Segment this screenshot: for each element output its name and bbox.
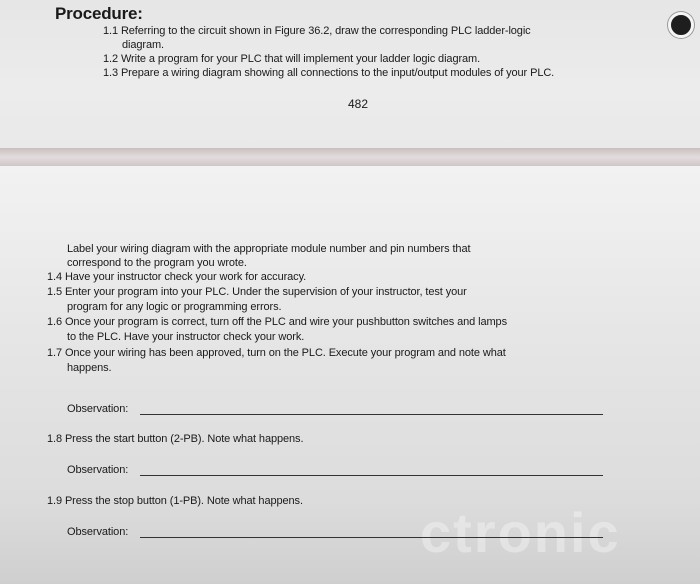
step-1-5: 1.5 Enter your program into your PLC. Under the supervision of your instructor, test your [47,286,467,298]
procedure-heading: Procedure: [55,4,143,23]
step-1-3: 1.3 Prepare a wiring diagram showing all connections to the input/output modules of your PLC. [103,67,555,79]
step-1-1-cont: diagram. [122,39,164,51]
binder-hole-icon [668,12,694,38]
wiring-label-line-2: correspond to the program you wrote. [67,257,247,269]
step-1-7-cont: happens. [67,362,112,374]
step-1-4: 1.4 Have your instructor check your work for accuracy. [47,271,307,283]
observation-field-1[interactable] [140,414,603,415]
observation-label-3: Observation: [67,526,129,538]
step-1-6-cont: to the PLC. Have your instructor check your work. [67,331,305,343]
step-1-8: 1.8 Press the start button (2-PB). Note what happens. [47,433,304,445]
step-1-1: 1.1 Referring to the circuit shown in Figure 36.2, draw the corresponding PLC ladder-logic [103,25,531,37]
page-gap [0,148,700,166]
page-number: 482 [348,97,369,111]
wiring-label-line-1: Label your wiring diagram with the appropriate module number and pin numbers that [67,243,471,255]
step-1-6: 1.6 Once your program is correct, turn off the PLC and wire your pushbutton switches and lamps [47,316,507,328]
observation-field-2[interactable] [140,475,603,476]
watermark: ctronic [420,501,621,564]
observation-label-2: Observation: [67,464,129,476]
step-1-7: 1.7 Once your wiring has been approved, turn on the PLC. Execute your program and note what [47,347,506,359]
step-1-5-cont: program for any logic or programming errors. [67,301,282,313]
observation-label-1: Observation: [67,403,129,415]
step-1-9: 1.9 Press the stop button (1-PB). Note what happens. [47,495,303,507]
step-1-2: 1.2 Write a program for your PLC that will implement your ladder logic diagram. [103,53,481,65]
observation-field-3[interactable] [140,537,603,538]
